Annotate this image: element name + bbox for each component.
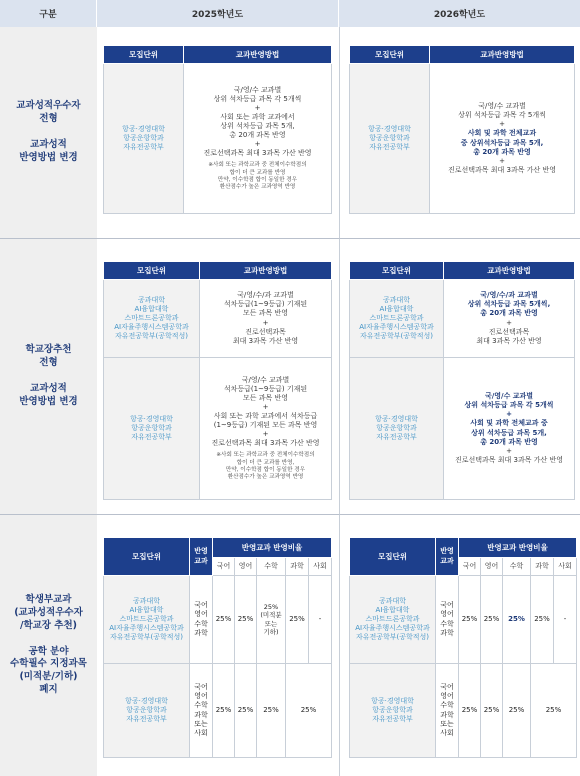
section2-2025-cell (97, 239, 339, 515)
ratio-value: 25% (213, 664, 235, 758)
ratio-value: 25% (503, 664, 531, 758)
method-highlight: 국/영/수/과 교과별 상위 석차등급 과목 5개씩, 총 20개 과목 반영 (467, 291, 551, 318)
ref-subjects: 국어 영어 수학 과학 또는 사회 (436, 664, 459, 758)
method-text: 국/영/수 교과별 석차등급(1~9등급) 기재된 모든 과목 반영 + 사회 또는 과학 교과에서 석차등급 (1~9등급) 기재된 모든 과목 반영 + 진로선택과목 최대 3과목 가산 반영 ※사회 또는 과학교과 중 전체이수학점의 합이 더 큰 교과를 반영, 만약, 이수학점 합이 동일한 경우 환산점수가 높은 교과영역 반영 (200, 358, 332, 500)
dept-header: 모집단위 (104, 46, 184, 64)
section1-2025-cell (97, 27, 339, 239)
dept-list: 공과대학 AI융합대학 스마트드론공학과 AI자율주행시스템공학과 자유전공학부(공학적성) (104, 576, 190, 664)
method-text: 국/영/수 교과별 상위 석차등급 과목 각 5개씩 + 사회 또는 과학 교과에서 상위 석차등급 과목 5개, 총 20개 과목 반영 + 진로선택과목 최대 3과목 가산 반영 ※사회 또는 과학교과 중 전체이수학점의 합이 더 큰 교과를 반영 만약, 이수학점 합이 동일한 경우 환산점수가 높은 교과영역 반영 (184, 64, 332, 214)
dept-header: 모집단위 (350, 538, 436, 576)
dept-header: 모집단위 (104, 538, 190, 576)
section1-2026-table (349, 45, 575, 214)
ratio-value: 25% (286, 664, 332, 758)
category-math-requirement: 학생부교과 (교과성적우수자 /학교장 추천) 공학 분야 수학필수 지정과목 (미적분/기하) 폐지 (0, 515, 97, 776)
ratio-value: 25% (481, 664, 503, 758)
subject-science: 과학 (531, 558, 554, 576)
dept-list: 공과대학 AI융합대학 스마트드론공학과 AI자율주행시스템공학과 자유전공학부(공학적성) (350, 280, 444, 358)
ratio-value: 25% (481, 576, 503, 664)
section2-2026-table (349, 261, 575, 500)
dept-list: 항공·경영대학 항공운항학과 자유전공학부 (104, 64, 184, 214)
ratio-value: 25% (235, 576, 257, 664)
ratio-value: 25% (459, 576, 481, 664)
dept-list: 항공·경영대학 항공운항학과 자유전공학부 (350, 664, 436, 758)
section2-2025-table (103, 261, 332, 500)
method-note: ※사회 또는 과학교과 중 전체이수학점의 합이 더 큰 교과를 반영 만약, 이수학점 합이 동일한 경우 환산점수가 높은 교과영역 반영 (208, 162, 307, 191)
ratio-header: 반영교과 반영비율 (213, 538, 332, 558)
subject-math: 수학 (257, 558, 286, 576)
method-note: ※사회 또는 과학교과 중 전체이수학점의 합이 더 큰 교과를 반영, 만약, 이수학점 합이 동일한 경우 환산점수가 높은 교과영역 반영 (216, 452, 315, 481)
ref-subjects: 국어 영어 수학 과학 (190, 576, 213, 664)
ratio-header: 반영교과 반영비율 (459, 538, 577, 558)
method-header: 교과반영방법 (444, 262, 575, 280)
ref-subject-header: 반영 교과 (436, 538, 459, 576)
section3-2026-table (349, 537, 577, 758)
dept-list: 공과대학 AI융합대학 스마트드론공학과 AI자율주행시스템공학과 자유전공학부(공학적성) (104, 280, 200, 358)
section2-2026-cell (339, 239, 580, 515)
method-text: 국/영/수 교과별 상위 석차등급 과목 각 5개씩 + 사회 및 과학 전체교과 중 상위석차등급 과목 5개, 총 20개 과목 반영 + 진로선택과목 최대 3과목 가산 반영 (430, 64, 575, 214)
dept-header: 모집단위 (350, 46, 430, 64)
category-principal-recommendation: 학교장추천 전형 교과성적 반영방법 변경 (0, 239, 97, 515)
ratio-value: 25% (531, 664, 577, 758)
section1-2025-table (103, 45, 332, 214)
ratio-value: 25% (503, 576, 531, 664)
ratio-value: 25% (미적분 또는 기하) (257, 576, 286, 664)
ref-subjects: 국어 영어 수학 과학 또는 사회 (190, 664, 213, 758)
dept-list: 항공·경영대학 항공운항학과 자유전공학부 (104, 664, 190, 758)
method-text: 국/영/수/과 교과별 상위 석차등급 과목 5개씩, 총 20개 과목 반영 + 진로선택과목 최대 3과목 가산 반영 (444, 280, 575, 358)
dept-list: 항공·경영대학 항공운항학과 자유전공학부 (350, 358, 444, 500)
subject-science: 과학 (286, 558, 309, 576)
method-header: 교과반영방법 (430, 46, 575, 64)
header-category: 구분 (0, 0, 97, 27)
ratio-value: - (554, 576, 577, 664)
method-text: 국/영/수 교과별 상위 석차등급 과목 각 5개씩 + 사회 및 과학 전체교과 중 상위 석차등급 과목 5개, 총 20개 과목 반영 + 진로선택과목 최대 3과목 가산 반영 (444, 358, 575, 500)
method-header: 교과반영방법 (200, 262, 332, 280)
method-header: 교과반영방법 (184, 46, 332, 64)
dept-header: 모집단위 (350, 262, 444, 280)
subject-korean: 국어 (459, 558, 481, 576)
section3-2025-cell (97, 515, 339, 776)
ratio-value: 25% (531, 576, 554, 664)
dept-header: 모집단위 (104, 262, 200, 280)
ratio-value: 25% (257, 664, 286, 758)
method-highlight: 국/영/수 교과별 상위 석차등급 과목 각 5개씩 + 사회 및 과학 전체교과 중 상위 석차등급 과목 5개, 총 20개 과목 반영 (464, 392, 554, 446)
section1-2026-cell (339, 27, 580, 239)
ratio-value: - (309, 576, 332, 664)
section3-2025-table (103, 537, 332, 758)
header-2026: 2026학년도 (339, 0, 580, 27)
subject-korean: 국어 (213, 558, 235, 576)
method-highlight: 사회 및 과학 전체교과 중 상위석차등급 과목 5개, 총 20개 과목 반영 (460, 129, 544, 156)
section3-2026-cell (339, 515, 580, 776)
subject-social: 사회 (309, 558, 332, 576)
dept-list: 항공·경영대학 항공운항학과 자유전공학부 (104, 358, 200, 500)
ratio-value: 25% (213, 576, 235, 664)
dept-list: 공과대학 AI융합대학 스마트드론공학과 AI자율주행시스템공학과 자유전공학부(공학적성) (350, 576, 436, 664)
ratio-value: 25% (286, 576, 309, 664)
category-grade-excellence: 교과성적우수자 전형 교과성적 반영방법 변경 (0, 27, 97, 239)
subject-math: 수학 (503, 558, 531, 576)
subject-social: 사회 (554, 558, 577, 576)
ref-subjects: 국어 영어 수학 과학 (436, 576, 459, 664)
ratio-value: 25% (235, 664, 257, 758)
subject-english: 영어 (481, 558, 503, 576)
method-text: 국/영/수/과 교과별 석차등급(1~9등급) 기재된 모든 과목 반영 + 진로선택과목 최대 3과목 가산 반영 (200, 280, 332, 358)
dept-list: 항공·경영대학 항공운항학과 자유전공학부 (350, 64, 430, 214)
ref-subject-header: 반영 교과 (190, 538, 213, 576)
header-2025: 2025학년도 (97, 0, 339, 27)
ratio-value: 25% (459, 664, 481, 758)
subject-english: 영어 (235, 558, 257, 576)
